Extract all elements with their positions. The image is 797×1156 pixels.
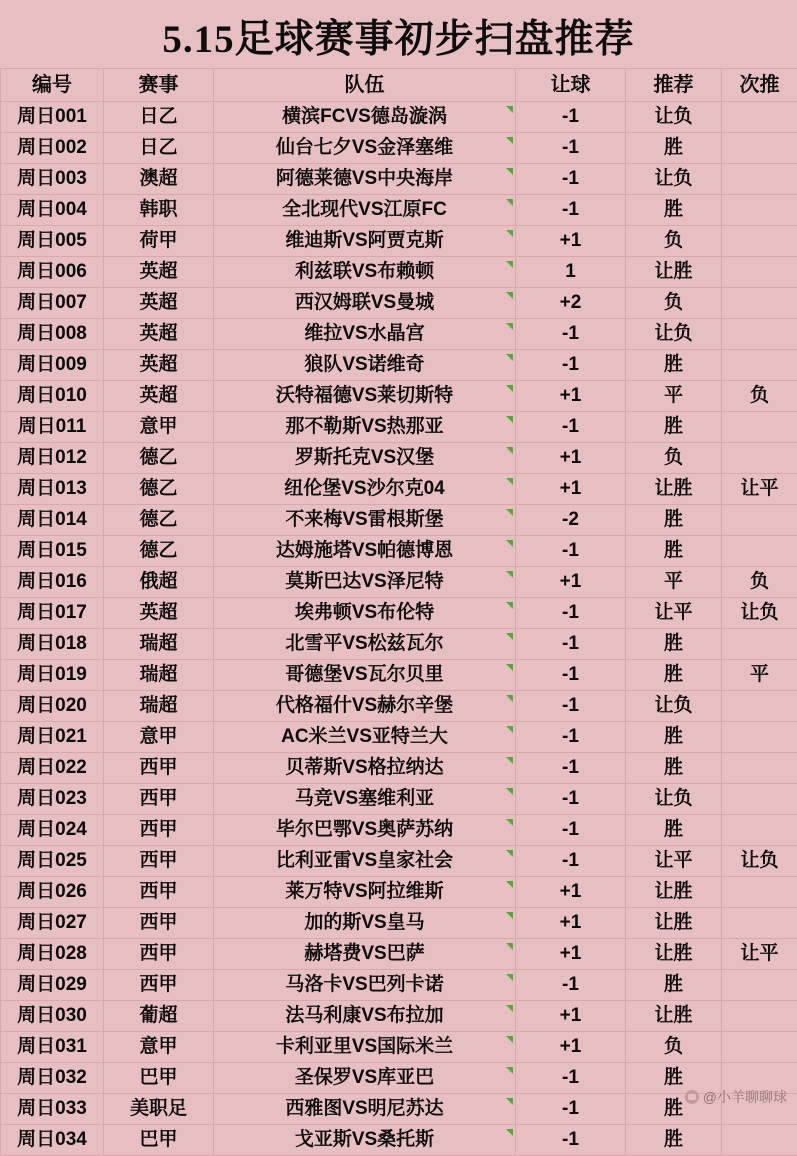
handicap-value: -1 (516, 102, 626, 133)
league-name: 英超 (104, 288, 214, 319)
table-row (1, 691, 797, 722)
team-matchup: 莫斯巴达VS泽尼特 (214, 567, 516, 598)
secondary-recommendation (722, 195, 797, 226)
handicap-value: -1 (516, 133, 626, 164)
recommendation: 负 (626, 1032, 722, 1063)
team-matchup: 西雅图VS明尼苏达 (214, 1094, 516, 1125)
league-name: 西甲 (104, 815, 214, 846)
match-no: 周日003 (1, 164, 104, 195)
team-matchup: 那不勒斯VS热那亚 (214, 412, 516, 443)
league-name: 英超 (104, 381, 214, 412)
team-matchup: 埃弗顿VS布伦特 (214, 598, 516, 629)
recommendation: 胜 (626, 753, 722, 784)
recommendation: 胜 (626, 412, 722, 443)
secondary-recommendation (722, 784, 797, 815)
table-row (1, 443, 797, 474)
handicap-value: -2 (516, 505, 626, 536)
league-name: 巴甲 (104, 1125, 214, 1156)
league-name: 英超 (104, 350, 214, 381)
recommendation: 胜 (626, 970, 722, 1001)
handicap-value: -1 (516, 412, 626, 443)
column-header-handicap: 让球 (516, 69, 626, 102)
recommendation: 胜 (626, 660, 722, 691)
match-no: 周日006 (1, 257, 104, 288)
match-no: 周日018 (1, 629, 104, 660)
table-row (1, 939, 797, 970)
handicap-value: -1 (516, 598, 626, 629)
recommendation-table (0, 68, 797, 1156)
team-matchup: 不来梅VS雷根斯堡 (214, 505, 516, 536)
league-name: 日乙 (104, 133, 214, 164)
handicap-value: +1 (516, 1001, 626, 1032)
secondary-recommendation (722, 133, 797, 164)
league-name: 西甲 (104, 784, 214, 815)
handicap-value: -1 (516, 1063, 626, 1094)
team-matchup: 圣保罗VS库亚巴 (214, 1063, 516, 1094)
secondary-recommendation (722, 319, 797, 350)
recommendation: 负 (626, 288, 722, 319)
recommendation: 胜 (626, 629, 722, 660)
secondary-recommendation (722, 164, 797, 195)
secondary-recommendation (722, 815, 797, 846)
recommendation: 胜 (626, 350, 722, 381)
team-matchup: 马洛卡VS巴列卡诺 (214, 970, 516, 1001)
handicap-value: -1 (516, 629, 626, 660)
match-no: 周日013 (1, 474, 104, 505)
table-row (1, 350, 797, 381)
match-no: 周日005 (1, 226, 104, 257)
league-name: 美职足 (104, 1094, 214, 1125)
team-matchup: 马竞VS塞维利亚 (214, 784, 516, 815)
recommendation: 让胜 (626, 1001, 722, 1032)
secondary-recommendation (722, 877, 797, 908)
league-name: 德乙 (104, 474, 214, 505)
secondary-recommendation: 让平 (722, 474, 797, 505)
column-header-league: 赛事 (104, 69, 214, 102)
league-name: 葡超 (104, 1001, 214, 1032)
team-matchup: 西汉姆联VS曼城 (214, 288, 516, 319)
recommendation: 让负 (626, 319, 722, 350)
column-header-no: 编号 (1, 69, 104, 102)
table-row (1, 319, 797, 350)
table-row (1, 815, 797, 846)
team-matchup: 戈亚斯VS桑托斯 (214, 1125, 516, 1156)
secondary-recommendation: 负 (722, 381, 797, 412)
handicap-value: +1 (516, 567, 626, 598)
match-no: 周日030 (1, 1001, 104, 1032)
recommendation: 胜 (626, 195, 722, 226)
league-name: 英超 (104, 598, 214, 629)
match-no: 周日025 (1, 846, 104, 877)
secondary-recommendation (722, 536, 797, 567)
table-row (1, 381, 797, 412)
league-name: 荷甲 (104, 226, 214, 257)
table-row (1, 1001, 797, 1032)
league-name: 澳超 (104, 164, 214, 195)
handicap-value: -1 (516, 350, 626, 381)
team-matchup: 纽伦堡VS沙尔克04 (214, 474, 516, 505)
table-row (1, 164, 797, 195)
league-name: 巴甲 (104, 1063, 214, 1094)
match-no: 周日004 (1, 195, 104, 226)
header-row (1, 69, 797, 102)
secondary-recommendation (722, 226, 797, 257)
secondary-recommendation (722, 350, 797, 381)
table-row (1, 133, 797, 164)
league-name: 瑞超 (104, 691, 214, 722)
recommendation: 让负 (626, 784, 722, 815)
table-row (1, 567, 797, 598)
team-matchup: 卡利亚里VS国际米兰 (214, 1032, 516, 1063)
team-matchup: 哥德堡VS瓦尔贝里 (214, 660, 516, 691)
recommendation: 让平 (626, 598, 722, 629)
secondary-recommendation (722, 722, 797, 753)
team-matchup: 莱万特VS阿拉维斯 (214, 877, 516, 908)
table-row (1, 288, 797, 319)
match-no: 周日031 (1, 1032, 104, 1063)
league-name: 西甲 (104, 970, 214, 1001)
recommendation: 胜 (626, 1094, 722, 1125)
secondary-recommendation (722, 412, 797, 443)
recommendation: 让负 (626, 164, 722, 195)
match-no: 周日032 (1, 1063, 104, 1094)
recommendation: 胜 (626, 1125, 722, 1156)
recommendation: 胜 (626, 815, 722, 846)
recommendation: 让胜 (626, 939, 722, 970)
match-no: 周日027 (1, 908, 104, 939)
match-no: 周日034 (1, 1125, 104, 1156)
team-matchup: 达姆施塔VS帕德博恩 (214, 536, 516, 567)
team-matchup: 利兹联VS布赖顿 (214, 257, 516, 288)
match-no: 周日002 (1, 133, 104, 164)
table-row (1, 412, 797, 443)
league-name: 英超 (104, 257, 214, 288)
secondary-recommendation: 让平 (722, 939, 797, 970)
team-matchup: 罗斯托克VS汉堡 (214, 443, 516, 474)
match-no: 周日029 (1, 970, 104, 1001)
team-matchup: 法马利康VS布拉加 (214, 1001, 516, 1032)
team-matchup: 狼队VS诺维奇 (214, 350, 516, 381)
match-no: 周日023 (1, 784, 104, 815)
league-name: 意甲 (104, 412, 214, 443)
league-name: 韩职 (104, 195, 214, 226)
recommendation: 胜 (626, 1063, 722, 1094)
recommendation: 平 (626, 567, 722, 598)
team-matchup: 维拉VS水晶宫 (214, 319, 516, 350)
handicap-value: -1 (516, 970, 626, 1001)
recommendation: 胜 (626, 505, 722, 536)
table-row (1, 1063, 797, 1094)
secondary-recommendation (722, 257, 797, 288)
match-no: 周日021 (1, 722, 104, 753)
recommendation: 胜 (626, 536, 722, 567)
handicap-value: +1 (516, 474, 626, 505)
recommendation: 胜 (626, 722, 722, 753)
recommendation: 负 (626, 443, 722, 474)
recommendation: 让胜 (626, 257, 722, 288)
table-row (1, 908, 797, 939)
handicap-value: +1 (516, 939, 626, 970)
league-name: 俄超 (104, 567, 214, 598)
league-name: 西甲 (104, 908, 214, 939)
table-row (1, 536, 797, 567)
team-matchup: 加的斯VS皇马 (214, 908, 516, 939)
table-row (1, 722, 797, 753)
team-matchup: 北雪平VS松兹瓦尔 (214, 629, 516, 660)
recommendation: 让胜 (626, 474, 722, 505)
handicap-value: -1 (516, 319, 626, 350)
match-no: 周日020 (1, 691, 104, 722)
secondary-recommendation (722, 1001, 797, 1032)
secondary-recommendation (722, 753, 797, 784)
match-no: 周日014 (1, 505, 104, 536)
table-row (1, 970, 797, 1001)
league-name: 德乙 (104, 536, 214, 567)
handicap-value: +1 (516, 443, 626, 474)
table-row (1, 629, 797, 660)
secondary-recommendation (722, 908, 797, 939)
table-row (1, 1032, 797, 1063)
team-matchup: 毕尔巴鄂VS奥萨苏纳 (214, 815, 516, 846)
column-header-secondary: 次推 (722, 69, 797, 102)
league-name: 西甲 (104, 877, 214, 908)
recommendation: 让负 (626, 691, 722, 722)
match-no: 周日001 (1, 102, 104, 133)
handicap-value: -1 (516, 784, 626, 815)
table-body (1, 102, 797, 1156)
handicap-value: -1 (516, 164, 626, 195)
recommendation: 负 (626, 226, 722, 257)
league-name: 德乙 (104, 443, 214, 474)
secondary-recommendation (722, 691, 797, 722)
table-row (1, 505, 797, 536)
league-name: 西甲 (104, 846, 214, 877)
handicap-value: -1 (516, 660, 626, 691)
handicap-value: -1 (516, 536, 626, 567)
secondary-recommendation: 让负 (722, 846, 797, 877)
table-row (1, 257, 797, 288)
secondary-recommendation: 平 (722, 660, 797, 691)
handicap-value: -1 (516, 753, 626, 784)
handicap-value: +1 (516, 1032, 626, 1063)
recommendation: 胜 (626, 133, 722, 164)
secondary-recommendation (722, 629, 797, 660)
team-matchup: 沃特福德VS莱切斯特 (214, 381, 516, 412)
match-no: 周日007 (1, 288, 104, 319)
team-matchup: 赫塔费VS巴萨 (214, 939, 516, 970)
handicap-value: -1 (516, 815, 626, 846)
team-matchup: 仙台七夕VS金泽塞维 (214, 133, 516, 164)
handicap-value: +1 (516, 877, 626, 908)
secondary-recommendation (722, 102, 797, 133)
league-name: 日乙 (104, 102, 214, 133)
match-no: 周日010 (1, 381, 104, 412)
match-no: 周日017 (1, 598, 104, 629)
match-no: 周日012 (1, 443, 104, 474)
recommendation: 平 (626, 381, 722, 412)
team-matchup: 维迪斯VS阿贾克斯 (214, 226, 516, 257)
league-name: 英超 (104, 319, 214, 350)
table-row (1, 226, 797, 257)
table-row (1, 846, 797, 877)
team-matchup: 贝蒂斯VS格拉纳达 (214, 753, 516, 784)
watermark-label: @小羊聊聊球 (703, 1087, 787, 1107)
league-name: 西甲 (104, 939, 214, 970)
secondary-recommendation (722, 288, 797, 319)
match-no: 周日016 (1, 567, 104, 598)
table-row (1, 474, 797, 505)
secondary-recommendation (722, 970, 797, 1001)
handicap-value: -1 (516, 1094, 626, 1125)
match-no: 周日033 (1, 1094, 104, 1125)
handicap-value: +2 (516, 288, 626, 319)
table-row (1, 598, 797, 629)
league-name: 德乙 (104, 505, 214, 536)
handicap-value: 1 (516, 257, 626, 288)
table-row (1, 660, 797, 691)
match-no: 周日009 (1, 350, 104, 381)
match-no: 周日024 (1, 815, 104, 846)
team-matchup: 横滨FCVS德岛漩涡 (214, 102, 516, 133)
match-no: 周日015 (1, 536, 104, 567)
match-no: 周日022 (1, 753, 104, 784)
table-row (1, 1094, 797, 1125)
handicap-value: +1 (516, 908, 626, 939)
team-matchup: AC米兰VS亚特兰大 (214, 722, 516, 753)
page-title: 5.15足球赛事初步扫盘推荐 (0, 0, 797, 68)
match-no: 周日026 (1, 877, 104, 908)
handicap-value: +1 (516, 226, 626, 257)
team-matchup: 比利亚雷VS皇家社会 (214, 846, 516, 877)
handicap-value: -1 (516, 722, 626, 753)
recommendation: 让胜 (626, 908, 722, 939)
table-row (1, 195, 797, 226)
league-name: 西甲 (104, 753, 214, 784)
table-row (1, 784, 797, 815)
league-name: 瑞超 (104, 629, 214, 660)
recommendation: 让平 (626, 846, 722, 877)
table-header (1, 69, 797, 102)
table-row (1, 753, 797, 784)
weibo-icon (685, 1090, 699, 1104)
league-name: 瑞超 (104, 660, 214, 691)
handicap-value: -1 (516, 195, 626, 226)
handicap-value: +1 (516, 381, 626, 412)
table-row (1, 1125, 797, 1156)
column-header-recommendation: 推荐 (626, 69, 722, 102)
team-matchup: 阿德莱德VS中央海岸 (214, 164, 516, 195)
team-matchup: 代格福什VS赫尔辛堡 (214, 691, 516, 722)
table-row (1, 877, 797, 908)
handicap-value: -1 (516, 1125, 626, 1156)
handicap-value: -1 (516, 846, 626, 877)
team-matchup: 全北现代VS江原FC (214, 195, 516, 226)
watermark (685, 1087, 787, 1107)
match-no: 周日008 (1, 319, 104, 350)
match-no: 周日011 (1, 412, 104, 443)
recommendation: 让胜 (626, 877, 722, 908)
match-no: 周日019 (1, 660, 104, 691)
secondary-recommendation: 负 (722, 567, 797, 598)
match-no: 周日028 (1, 939, 104, 970)
league-name: 意甲 (104, 1032, 214, 1063)
secondary-recommendation (722, 1125, 797, 1156)
secondary-recommendation (722, 1032, 797, 1063)
recommendation: 让负 (626, 102, 722, 133)
secondary-recommendation (722, 443, 797, 474)
column-header-teams: 队伍 (214, 69, 516, 102)
league-name: 意甲 (104, 722, 214, 753)
secondary-recommendation (722, 505, 797, 536)
secondary-recommendation: 让负 (722, 598, 797, 629)
table-row (1, 102, 797, 133)
handicap-value: -1 (516, 691, 626, 722)
